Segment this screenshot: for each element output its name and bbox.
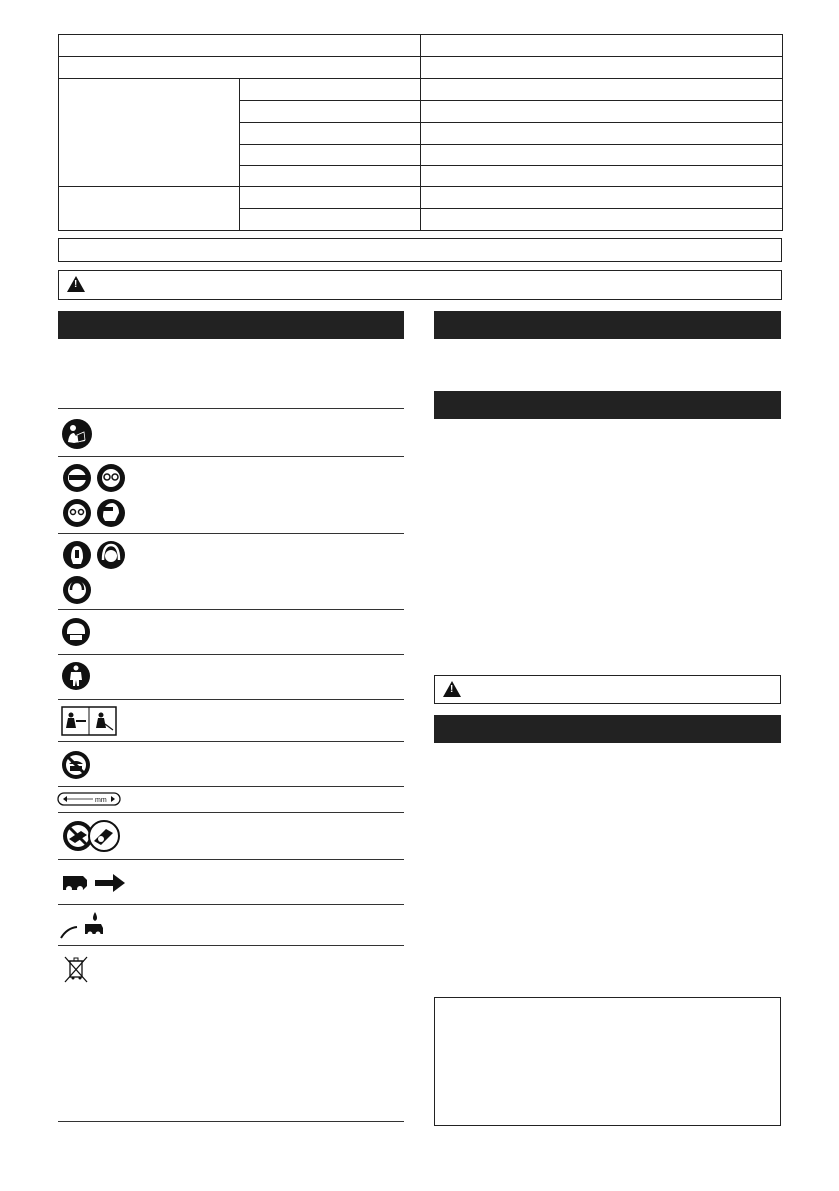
divider: [58, 786, 404, 787]
divider: [58, 859, 404, 860]
divider: [58, 904, 404, 905]
table-group-cell: [59, 187, 240, 231]
table-row: [59, 35, 783, 57]
table-cell: [421, 187, 783, 209]
table-row: [59, 57, 783, 79]
one-hand-prohibited-icon: [61, 819, 121, 853]
divider: [58, 533, 404, 534]
divider: [58, 812, 404, 813]
divider: [58, 741, 404, 742]
table-cell: [421, 166, 783, 187]
eye-protection-icon: [61, 463, 129, 529]
left-section-heading: [58, 311, 404, 339]
read-manual-icon: [61, 418, 93, 450]
table-cell: [240, 145, 421, 166]
table-cell: [421, 35, 783, 57]
table-row: [59, 187, 783, 209]
table-cell: [59, 35, 421, 57]
divider: [58, 609, 404, 610]
table-cell: [421, 57, 783, 79]
divider: [58, 699, 404, 700]
table-cell: [421, 79, 783, 101]
table-row: [59, 79, 783, 101]
right-section-heading-3: [434, 715, 781, 743]
divider: [58, 456, 404, 457]
kickback-hazard-icon: [61, 706, 117, 736]
divider: [58, 654, 404, 655]
ear-protection-icon: [61, 540, 129, 606]
weee-bin-icon: [63, 955, 89, 985]
table-cell: [59, 57, 421, 79]
table-group-cell: [59, 79, 240, 187]
table-cell: [421, 123, 783, 145]
guide-bar-unit: mm: [95, 797, 107, 804]
table-cell: [240, 79, 421, 101]
warning-box: [58, 270, 782, 300]
specification-table: [58, 34, 783, 231]
note-box: [58, 238, 782, 262]
protective-clothing-icon: [61, 661, 91, 691]
chain-direction-icon: [61, 872, 127, 894]
right-warning-box: [434, 675, 781, 704]
table-cell: [240, 187, 421, 209]
no-rain-icon: [61, 750, 91, 780]
table-cell: [421, 209, 783, 231]
warning-icon: [443, 681, 461, 697]
table-cell: [240, 209, 421, 231]
table-cell: [421, 145, 783, 166]
table-cell: [421, 101, 783, 123]
chain-oil-icon: [59, 910, 105, 940]
right-section-heading-2: [434, 391, 781, 419]
right-bottom-box: [434, 997, 781, 1126]
guide-bar-length-icon: [57, 792, 121, 806]
table-cell: [240, 123, 421, 145]
helmet-icon: [61, 617, 91, 647]
table-cell: [240, 166, 421, 187]
divider: [58, 945, 404, 946]
right-section-heading-1: [434, 311, 781, 339]
warning-icon: [67, 276, 85, 292]
divider: [58, 408, 404, 409]
table-cell: [240, 101, 421, 123]
divider: [58, 1121, 404, 1122]
